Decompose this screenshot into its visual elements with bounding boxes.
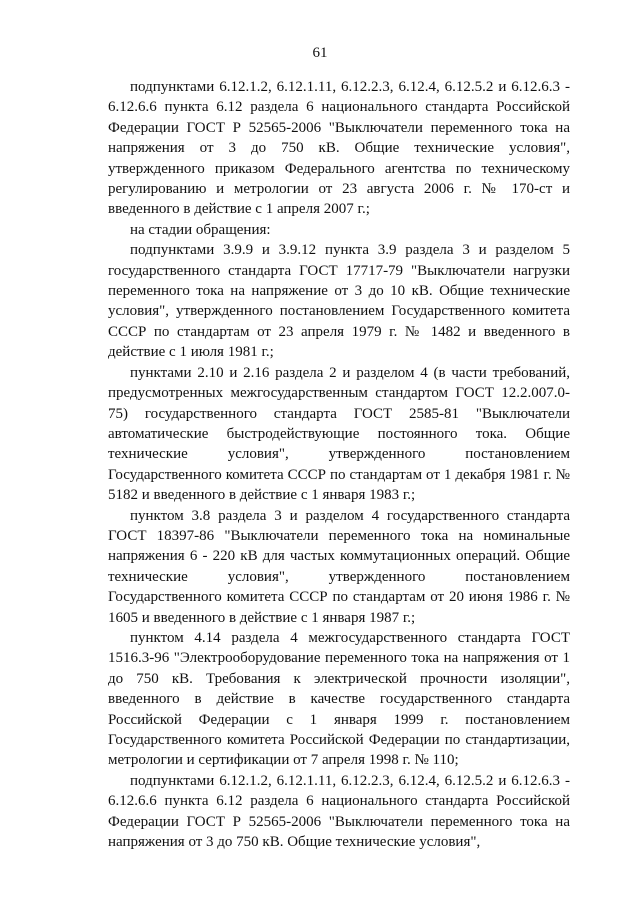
document-body xyxy=(108,77,570,852)
paragraph: пунктом 3.8 раздела 3 и разделом 4 государственного стандарта ГОСТ 18397-86 "Выключатели переменного тока на номинальные напряжения 6 - 220 кВ для частых коммутационных операций. Общие технические условия", утвержденного постановлением Государственного комитета СССР по стандартам от 20 июня 1986 г. № 1605 и введенного в действие с 1 января 1987 г.; xyxy=(108,507,570,626)
paragraph: пунктом 4.14 раздела 4 межгосударственного стандарта ГОСТ 1516.3-96 "Электрооборудование переменного тока на напряжения от 1 до 750 кВ. Требования к электрической прочности изоляции", введенного в действие в качестве государственного стандарта Российской Федерации с 1 января 1999 г. постановлением Государственного комитета Российской Федерации по стандартизации, метрологии и сертификации от 7 апреля 1998 г. № 110; xyxy=(108,629,570,769)
paragraph: подпунктами 3.9.9 и 3.9.12 пункта 3.9 раздела 3 и разделом 5 государственного стандарта ГОСТ 17717-79 "Выключатели нагрузки переменного тока на напряжение от 3 до 10 кВ. Общие технические условия", утвержденного постановлением Государственного комитета СССР по стандартам от 23 апреля 1979 г. № 1482 и введенного в действие с 1 июля 1981 г.; xyxy=(108,242,570,361)
paragraph: на стадии обращения: xyxy=(130,221,271,238)
page-number: 61 xyxy=(312,45,328,61)
paragraph: подпунктами 6.12.1.2, 6.12.1.11, 6.12.2.3, 6.12.4, 6.12.5.2 и 6.12.6.3 - 6.12.6.6 пункта 6.12 раздела 6 национального стандарта Российской Федерации ГОСТ Р 52565-2006 "Выключатели переменного тока на напряжения от 3 до 750 кВ. Общие технические условия", xyxy=(108,772,570,851)
paragraph: подпунктами 6.12.1.2, 6.12.1.11, 6.12.2.3, 6.12.4, 6.12.5.2 и 6.12.6.3 - 6.12.6.6 пункта 6.12 раздела 6 национального стандарта Российской Федерации ГОСТ Р 52565-2006 "Выключатели переменного тока на напряжения от 3 до 750 кВ. Общие технические условия", утвержденного приказом Федерального агентства по техническому регулированию и метрологии от 23 августа 2006 г. № 170-ст и введенного в действие с 1 апреля 2007 г.; xyxy=(108,79,570,218)
paragraph: пунктами 2.10 и 2.16 раздела 2 и разделом 4 (в части требований, предусмотренных межгосударственным стандартом ГОСТ 12.2.007.0-75) государственного стандарта ГОСТ 2585-81 "Выключатели автоматические быстродействующие постоянного тока. Общие технические условия", утвержденного постановлением Государственного комитета СССР по стандартам от 1 декабря 1981 г. № 5182 и введенного в действие с 1 января 1983 г.; xyxy=(108,364,570,504)
